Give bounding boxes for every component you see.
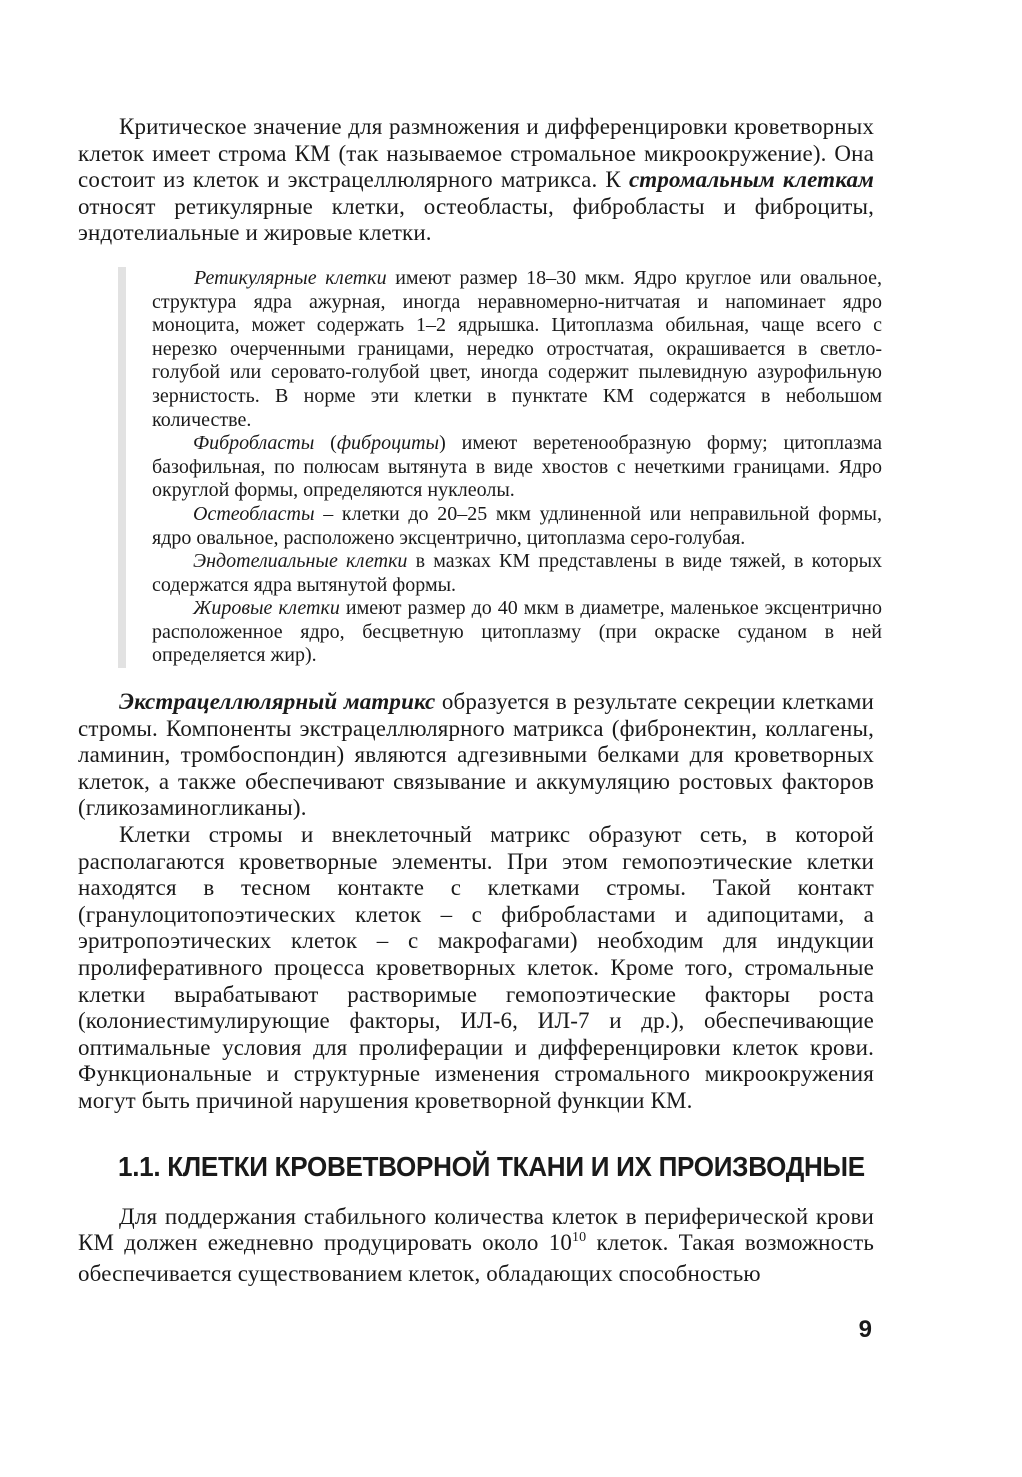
bold-term: Экстрацеллюлярный матрикс [119,689,436,715]
text: имеют размер 18–30 мкм. Ядро круглое или овальное, структура ядра ажурная, иногда неравномерно-нитчатая и напоминает ядро моноцита, может содержать 1–2 ядрышка. Цитоплазма обильная, чаще всего с нерезко очерченными границами, нередко отростчатая, окрашивается в светло-голубой или серовато-голубой цвет, иногда содержит пылевидную азурофильную зернистость. В норме эти клетки в пунктате КМ содержатся в небольшом количестве. [152,266,882,431]
italic-term: фиброциты [336,432,440,455]
text: в мазках КМ представлены в виде тяжей, в которых содержатся ядра вытянутой формы. [152,550,883,596]
note-fat-cells [152,597,882,668]
text: относят ретикулярные клетки, остеобласты, фибробласты и фиброциты, эндотелиальные и жировые клетки. [78,193,874,246]
note-reticular [152,267,882,432]
text: ( [314,432,337,455]
text: – клетки до 20–25 мкм удлиненной или неправильной формы, ядро овальное, расположено эксцентрично, цитоплазма серо-голубая. [152,502,882,549]
text: Для поддержания стабильного количества клеток в периферической крови КМ должен ежедневно продуцировать около 10 [78,1203,874,1256]
note-block [118,267,882,668]
text: ) имеют веретенообразную форму; цитоплазма базофильная, по полюсам вытянута в виде хвостов с нечеткими границами. Ядро округлой формы, определяются нуклеолы. [152,432,882,502]
paragraph-matrix [78,689,874,822]
note-endothelial [152,550,882,597]
italic-term: Ретикулярные клетки [194,266,387,289]
text: имеют размер до 40 мкм в диаметре, маленькое эксцентрично расположенное ядро, бесцветную цитоплазму (при окраске суданом в ней определяется жир). [152,597,883,667]
paragraph-production [78,1204,874,1288]
italic-term: Жировые клетки [193,597,340,620]
paragraph-network: Клетки стромы и внеклеточный матрикс образуют сеть, в которой располагаются кроветворные элементы. При этом гемопоэтические клетки находятся в тесном контакте с клетками стромы. Такой контакт (гранулоцитопоэтических клеток – с фибробластами и адипоцитами, а эритропоэтических клеток – с макрофагами) необходим для индукции пролиферативного процесса кроветворных клеток. Кроме того, стромальные клетки вырабатывают растворимые гемопоэтические факторы роста (колониестимулирующие факторы, ИЛ-6, ИЛ-7 и др.), обеспечивающие оптимальные условия для пролиферации и дифференцировки клеток крови. Функциональные и структурные изменения стромального микроокружения могут быть причиной нарушения кроветворной функции КМ. [78,822,874,1113]
page-number: 9 [858,1316,872,1343]
superscript: 10 [572,1230,587,1246]
text: Критическое значение для размножения и дифференцировки кроветворных клеток имеет строма КМ (так называемое стромальное микроокружение). Она состоит из клеток и экстрацеллюлярного матрикса. К [78,114,874,193]
paragraph-stroma [78,114,874,247]
bold-term: стромальным клеткам [628,167,874,193]
text: образуется в результате секреции клетками стромы. Компоненты экстрацеллюлярного матрикса (фибронектин, коллагены, ламинин, тромбоспондин) являются адгезивными белками для кроветворных клеток, а также обеспечивают связывание и аккумуляцию ростовых факторов (гликозаминогликаны). [78,689,874,821]
note-osteoblasts [152,503,882,550]
italic-term: Остеобласты [193,502,315,525]
note-fibroblasts [152,432,882,503]
italic-term: Фибробласты [193,432,315,455]
section-heading: 1.1. КЛЕТКИ КРОВЕТВОРНОЙ ТКАНИ И ИХ ПРОИЗВОДНЫЕ [118,1150,865,1182]
italic-term: Эндотелиальные клетки [193,550,408,573]
page-body [78,114,883,1287]
text: клеток. Такая возможность обеспечивается существованием клеток, обладающих способностью [78,1230,874,1286]
